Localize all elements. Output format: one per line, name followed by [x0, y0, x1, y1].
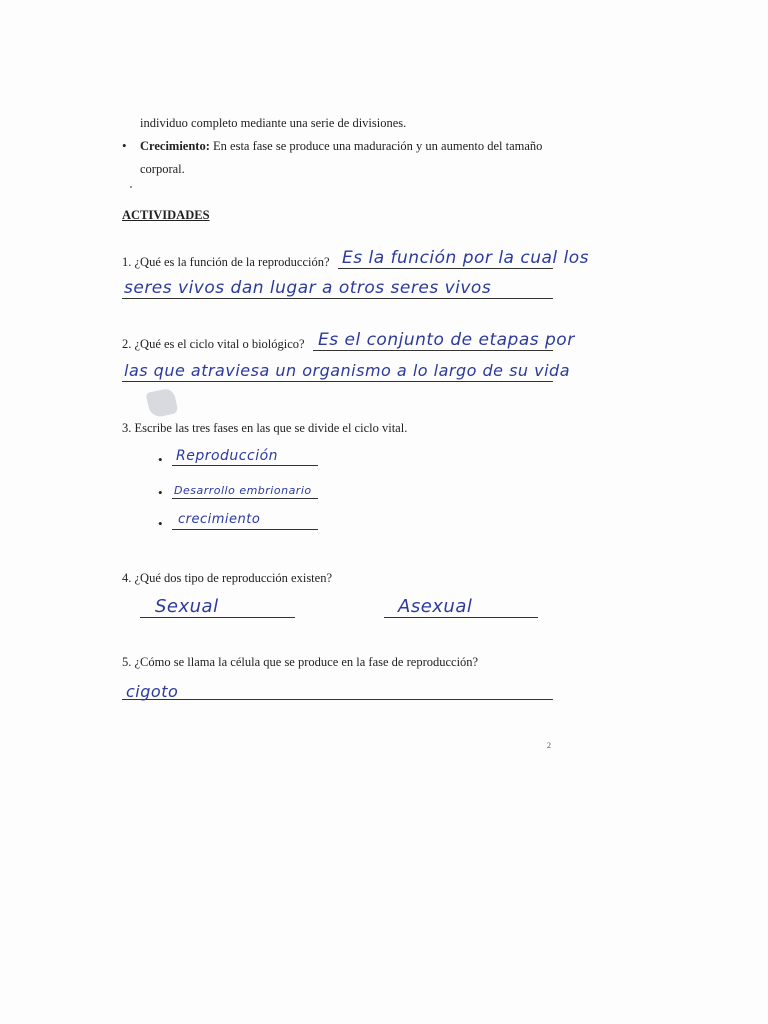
q1-answer-1: Es la función por la cual los	[342, 248, 590, 268]
q3-answer-line-2	[172, 498, 318, 499]
q2-answer-2: las que atraviesa un organismo a lo largo de su vida	[124, 361, 571, 380]
speck	[130, 186, 132, 188]
q3-answer-1: Reproducción	[176, 448, 279, 464]
crecimiento-cont: corporal.	[140, 162, 185, 176]
q1-question: 1. ¿Qué es la función de la reproducción?	[122, 255, 330, 269]
q1-answer-line-2	[122, 298, 553, 299]
q3-answer-line-3	[172, 529, 318, 530]
bullet-icon: •	[158, 485, 163, 500]
q5-question: 5. ¿Cómo se llama la célula que se produce en la fase de reproducción?	[122, 655, 479, 669]
q3-answer-2: Desarrollo embrionario	[174, 484, 312, 497]
q3-question: 3. Escribe las tres fases en las que se divide el ciclo vital.	[122, 421, 408, 435]
activities-heading: ACTIVIDADES	[122, 208, 210, 222]
page-number: 2	[547, 741, 551, 750]
q3-answer-3: crecimiento	[178, 512, 261, 527]
bullet-icon: •	[158, 452, 163, 467]
q2-question: 2. ¿Qué es el ciclo vital o biológico?	[122, 337, 305, 351]
bullet-icon: •	[158, 516, 163, 531]
intro-line: individuo completo mediante una serie de divisiones.	[140, 116, 407, 130]
q2-answer-line-2	[122, 381, 553, 382]
crecimiento-line	[140, 139, 542, 154]
q2-answer-1: Es el conjunto de etapas por	[318, 330, 575, 350]
q2-answer-line-1	[313, 350, 553, 351]
q4-answer-line-b	[384, 617, 538, 618]
q4-question: 4. ¿Qué dos tipo de reproducción existen?	[122, 571, 333, 585]
bullet-icon: •	[122, 138, 127, 153]
q3-answer-line-1	[172, 465, 318, 466]
q1-answer-line-1	[338, 268, 553, 269]
q4-answer-a: Sexual	[155, 596, 219, 617]
smudge-mark	[146, 387, 179, 418]
crecimiento-label: Crecimiento:	[140, 139, 210, 153]
q4-answer-line-a	[140, 617, 295, 618]
crecimiento-text: En esta fase se produce una maduración y un aumento del tamaño	[209, 139, 543, 153]
q4-answer-b: Asexual	[398, 596, 473, 617]
q5-answer-line	[122, 699, 553, 700]
q1-answer-2: seres vivos dan lugar a otros seres vivos	[124, 278, 492, 298]
q5-answer: cigoto	[126, 682, 179, 701]
